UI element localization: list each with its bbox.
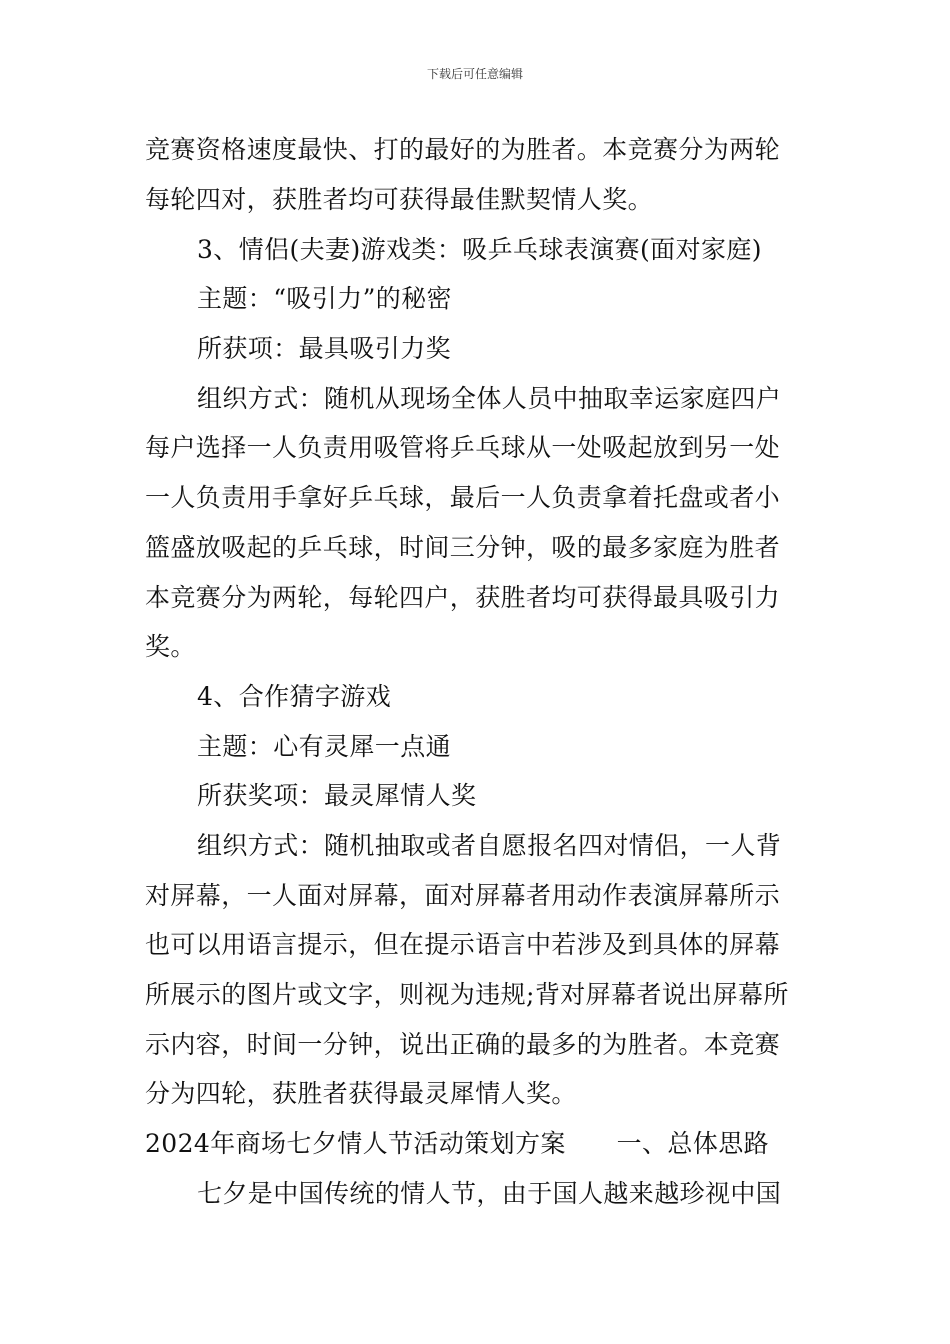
page-header-note: 下载后可任意编辑 xyxy=(426,67,523,81)
text-line: 一人负责用手拿好乒乓球，最后一人负责拿着托盘或者小 xyxy=(145,483,781,512)
document-title-line: 2024年商场七夕情人节活动策划方案 一、总体思路 xyxy=(145,1129,770,1158)
text-line: 奖。 xyxy=(145,632,196,661)
text-line: 分为四轮，获胜者获得最灵犀情人奖。 xyxy=(145,1079,577,1108)
text-line: 所展示的图片或文字，则视为违规;背对屏幕者说出屏幕所 xyxy=(145,980,789,1009)
text-line: 所获奖项：最灵犀情人奖 xyxy=(197,781,477,810)
text-line: 主题：“吸引力”的秘密 xyxy=(197,284,452,313)
text-line: 所获项：最具吸引力奖 xyxy=(197,334,452,363)
text-line: 七夕是中国传统的情人节，由于国人越来越珍视中国 xyxy=(197,1179,782,1208)
text-line: 主题：心有灵犀一点通 xyxy=(197,732,452,761)
text-line: 篮盛放吸起的乒乓球，时间三分钟，吸的最多家庭为胜者 xyxy=(145,533,781,562)
text-line: 示内容，时间一分钟，说出正确的最多的为胜者。本竞赛 xyxy=(145,1030,781,1059)
text-line: 每户选择一人负责用吸管将乒乓球从一处吸起放到另一处 xyxy=(145,433,781,462)
text-line: 也可以用语言提示，但在提示语言中若涉及到具体的屏幕 xyxy=(145,930,781,959)
text-line: 对屏幕，一人面对屏幕，面对屏幕者用动作表演屏幕所示 xyxy=(145,881,781,910)
section-heading: 3、情侣(夫妻)游戏类：吸乒乓球表演赛(面对家庭) xyxy=(197,235,762,264)
section-heading: 4、合作猜字游戏 xyxy=(197,682,392,711)
text-line: 本竞赛分为两轮，每轮四户，获胜者均可获得最具吸引力 xyxy=(145,583,781,612)
text-line: 组织方式：随机抽取或者自愿报名四对情侣，一人背 xyxy=(197,831,782,860)
text-line: 组织方式：随机从现场全体人员中抽取幸运家庭四户 xyxy=(197,384,782,413)
text-line: 每轮四对，获胜者均可获得最佳默契情人奖。 xyxy=(145,185,654,214)
text-line: 竞赛资格速度最快、打的最好的为胜者。本竞赛分为两轮 xyxy=(145,135,781,164)
